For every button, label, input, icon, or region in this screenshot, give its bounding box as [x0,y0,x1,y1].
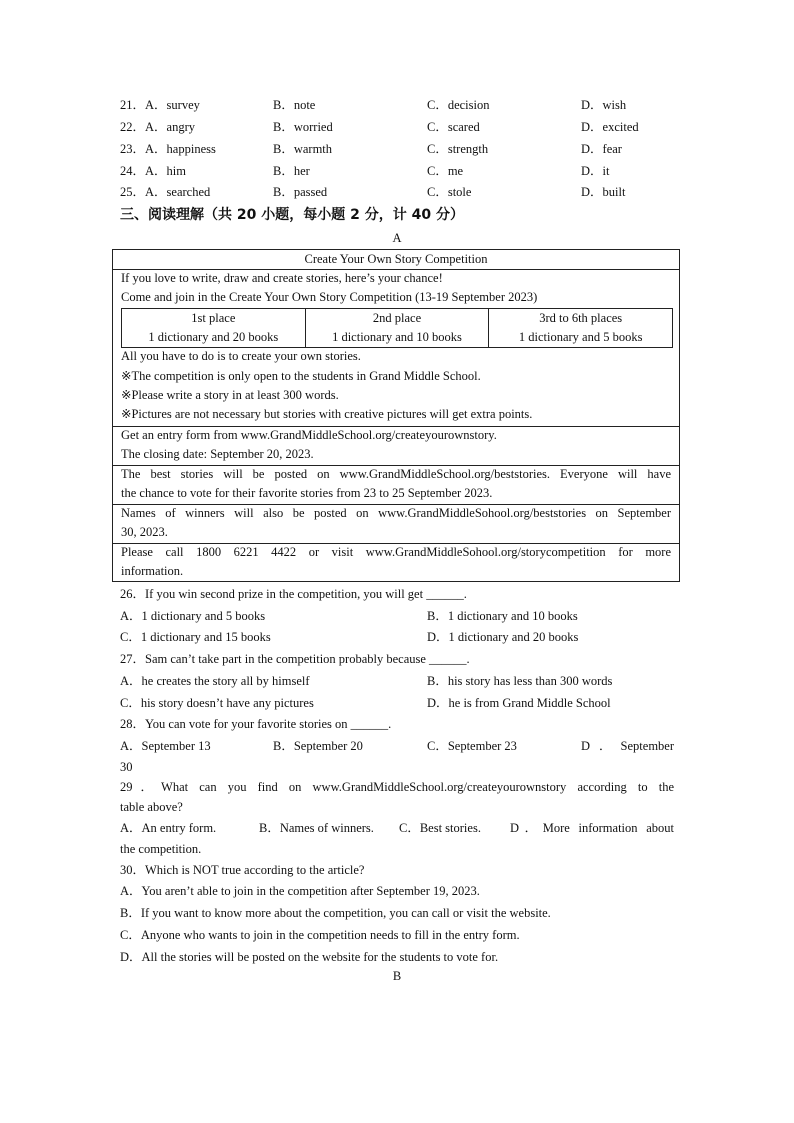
option-b: B．warmth [273,142,333,156]
ad-closing-date: The closing date: September 20, 2023. [121,447,314,461]
option-d: D．1 dictionary and 20 books [427,630,579,644]
question-30-stem: 30．Which is NOT true according to the article? [120,863,365,877]
option-d: D．wish [581,98,627,112]
question-28-stem: 28．You can vote for your favorite stories on ______. [120,717,392,731]
prize-reward: 1 dictionary and 5 books [518,330,643,344]
ad-contact-line-1: Please call 1800 6221 4422 or visit www.GrandMiddleSohool.org/storycompetition for more [121,545,671,559]
option-d: D．September [581,739,674,753]
options-row-21 [120,95,680,115]
option-b: B．1 dictionary and 10 books [427,609,578,623]
section-title: 三、阅读理解（共 20 小题，每小题 2 分，计 40 分） [120,207,464,223]
option-b: B．worried [273,120,333,134]
question-29-stem-2: table above? [120,800,183,814]
option-a: A．happiness [145,142,216,156]
option-c: C．Anyone who wants to join in the competition needs to fill in the entry form. [120,928,520,942]
ad-intro-2: Come and join in the Create Your Own Story Competition (13-19 September 2023) [121,290,538,304]
question-27-stem: 27．Sam can’t take part in the competition probably because ______. [120,652,470,666]
question-29-stem-1: 29．What can you find on www.GrandMiddleSchool.org/createyourownstory according to the [120,780,674,794]
passage-letter-a: A [392,231,402,245]
ad-rule-intro: All you have to do is to create your own stories. [121,349,361,363]
option-a: A．he creates the story all by himself [120,674,310,688]
prize-cell-3rd-6th [488,309,672,347]
prize-place: 1st place [191,311,236,325]
ad-entry-form: Get an entry form from www.GrandMiddleSchool.org/createyourownstory. [121,428,497,442]
option-a: A．1 dictionary and 5 books [120,609,266,623]
options-row-22 [120,117,680,137]
option-b: B．passed [273,185,328,199]
option-d: D．it [581,164,610,178]
option-d-continued: the competition. [120,842,202,856]
option-b: B．Names of winners. [259,821,374,835]
option-d: D．fear [581,142,622,156]
options-row-25 [120,182,680,202]
option-c: C．scared [427,120,480,134]
option-b: B．note [273,98,316,112]
option-c: C．decision [427,98,490,112]
question-number: 22． [120,120,146,134]
question-26-stem: 26．If you win second prize in the competition, you will get ______. [120,587,467,601]
prize-reward: 1 dictionary and 20 books [148,330,279,344]
ad-rule-3: ※Pictures are not necessary but stories with creative pictures will get extra points. [121,407,533,421]
ad-rule-1: ※The competition is only open to the students in Grand Middle School. [121,369,481,383]
option-b: B．If you want to know more about the competition, you can call or visit the website. [120,906,551,920]
option-c: C．strength [427,142,489,156]
prize-table [121,308,673,348]
ad-title: Create Your Own Story Competition [304,252,488,266]
option-c: C．September 23 [427,739,517,753]
option-c: C．Best stories. [399,821,481,835]
option-a: A．survey [145,98,200,112]
question-number: 21． [120,98,146,112]
ad-contact-line-2: information. [121,564,184,578]
option-a: A．searched [145,185,211,199]
option-d: D．More information about [510,821,674,835]
option-d-continued: 30 [120,760,133,774]
option-d: D．excited [581,120,639,134]
option-d: D．All the stories will be posted on the website for the students to vote for. [120,950,499,964]
option-b: B．her [273,164,310,178]
ad-winners-line-2: 30, 2023. [121,525,168,539]
prize-cell-1st [122,309,305,347]
ad-vote-line-2: the chance to vote for their favorite stories from 23 to 25 September 2023. [121,486,493,500]
option-a: A．him [145,164,186,178]
option-a: A．An entry form. [120,821,217,835]
passage-letter-b: B [392,969,402,983]
option-d: D．built [581,185,626,199]
options-row-24 [120,161,680,181]
ad-rule-2: ※Please write a story in at least 300 words. [121,388,339,402]
option-a: A．You aren’t able to join in the competition after September 19, 2023. [120,884,480,898]
option-a: A．September 13 [120,739,211,753]
option-b: B．September 20 [273,739,363,753]
competition-ad-box [112,249,680,582]
question-number: 23． [120,142,146,156]
option-a: A．angry [145,120,196,134]
question-number: 24． [120,164,146,178]
ad-intro-1: If you love to write, draw and create stories, here’s your chance! [121,271,443,285]
question-number: 25． [120,185,146,199]
option-c: C．stole [427,185,472,199]
prize-reward: 1 dictionary and 10 books [332,330,462,344]
option-d: D．he is from Grand Middle School [427,696,611,710]
ad-vote-line-1: The best stories will be posted on www.GrandMiddleSchool.org/beststories. Everyone will have [121,467,671,481]
prize-cell-2nd [305,309,489,347]
option-c: C．me [427,164,464,178]
ad-winners-line-1: Names of winners will also be posted on www.GrandMiddleSohool.org/beststories on September [121,506,671,520]
prize-place: 3rd to 6th places [539,311,623,325]
prize-place: 2nd place [372,311,422,325]
option-b: B．his story has less than 300 words [427,674,613,688]
option-c: C．his story doesn’t have any pictures [120,696,314,710]
options-row-23 [120,139,680,159]
option-c: C．1 dictionary and 15 books [120,630,271,644]
